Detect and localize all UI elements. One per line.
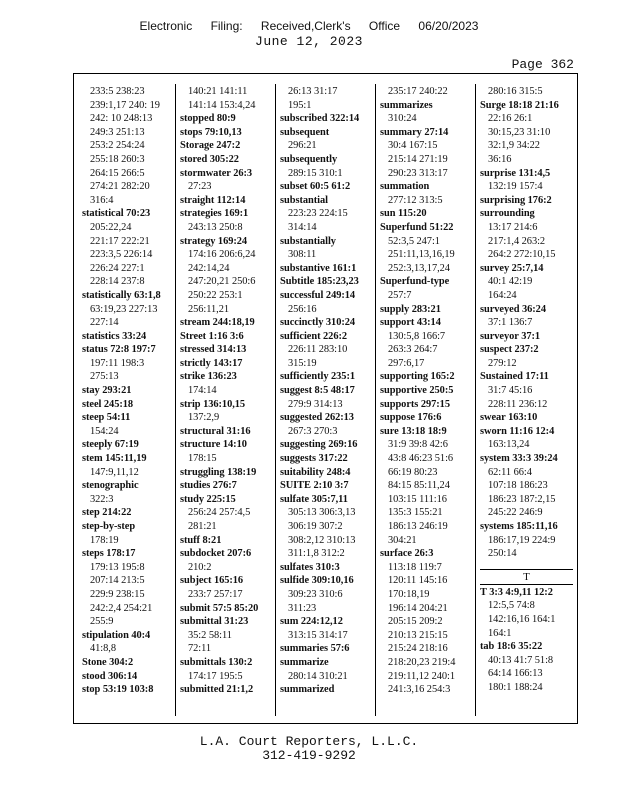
index-entry-term: submittals 130:2	[180, 656, 253, 668]
index-entry-pages: 62:11 66:4	[488, 466, 532, 478]
index-entry-pages: 186:23 187:2,15	[488, 493, 556, 505]
index-entry-term: stops 79:10,13	[180, 126, 242, 138]
index-entry-pages: 26:13 31:17	[288, 86, 338, 97]
index-entry-term: support 43:14	[380, 317, 441, 329]
index-entry-pages: 178:19	[90, 534, 119, 546]
index-entry-pages: 132:19 157:4	[488, 181, 543, 193]
index-entry-pages: 253:2 254:24	[90, 140, 145, 152]
index-entry-term: Superfund 51:22	[380, 221, 454, 233]
index-entry-term: surface 26:3	[380, 548, 434, 560]
index-entry-term: summarizes	[380, 99, 433, 111]
index-entry-pages: 186:17,19 224:9	[488, 534, 556, 546]
index-entry-term: stipulation 40:4	[82, 629, 151, 641]
index-entry-term: strike 136:23	[180, 371, 237, 383]
index-entry-pages: 256:11,21	[188, 303, 230, 315]
index-entry-pages: 314:14	[288, 221, 317, 233]
index-entry-term: statistically 63:1,8	[82, 289, 161, 301]
index-entry-term: summation	[380, 181, 430, 193]
index-entry-term: subsequently	[280, 153, 338, 165]
index-entry-pages: 210:2	[188, 561, 212, 573]
index-entry-pages: 315:19	[288, 357, 317, 369]
index-entry-pages: 250:22 253:1	[188, 289, 243, 301]
index-entry-term: Subtitle 185:23,23	[280, 276, 359, 288]
index-entry-term: steeply 67:19	[82, 439, 139, 451]
index-entry-pages: 31:9 39:8 42:6	[388, 439, 448, 451]
index-entry-pages: 32:1,9 34:22	[488, 140, 540, 152]
reporter-company: L.A. Court Reporters, L.L.C.	[199, 734, 419, 749]
transcript-date: June 12, 2023	[255, 34, 363, 49]
index-entry-pages: 30:15,23 31:10	[488, 126, 551, 138]
index-entry-term: swear 163:10	[480, 412, 538, 424]
index-entry-pages: 164:24	[488, 289, 517, 301]
index-entry-pages: 170:18,19	[388, 588, 430, 600]
index-entry-pages: 306:19 307:2	[288, 521, 343, 532]
index-entry-pages: 137:2,9	[188, 412, 220, 424]
index-entry-term: suggest 8:5 48:17	[280, 385, 355, 397]
index-entry-pages: 179:13 195:8	[90, 561, 145, 573]
index-entry-term: Street 1:16 3:6	[180, 330, 244, 342]
index-entry-term: summarize	[280, 656, 329, 668]
index-entry-pages: 215:24 218:16	[388, 643, 448, 655]
index-entry-term: substantial	[280, 194, 328, 206]
index-entry-term: supportive 250:5	[380, 385, 454, 397]
index-entry-term: Stone 304:2	[82, 656, 134, 668]
index-entry-term: Sustained 17:11	[480, 371, 549, 383]
index-entry-pages: 275:13	[90, 371, 119, 383]
index-entry-pages: 36:16	[488, 153, 512, 165]
index-entry-term: study 225:15	[180, 493, 236, 505]
index-entry-pages: 290:23 313:17	[388, 167, 448, 179]
index-entry-term: stuff 8:21	[180, 534, 222, 546]
index-entry-term: sulfide 309:10,16	[280, 575, 354, 587]
index-entry-pages: 197:11 198:3	[90, 357, 145, 369]
index-entry-pages: 305:13 306:3,13	[288, 507, 356, 519]
index-entry-term: sun 115:20	[380, 208, 427, 220]
index-entry-pages: 308:11	[288, 249, 317, 261]
index-entry-pages: 35:2 58:11	[188, 629, 232, 641]
index-entry-pages: 243:13 250:8	[188, 221, 243, 233]
index-entry-term: submitted 21:1,2	[180, 684, 254, 696]
index-column-1	[82, 85, 183, 717]
filing-received: Received,Clerk's	[260, 19, 351, 33]
index-entry-pages: 267:3 270:3	[288, 425, 338, 437]
index-entry-term: Storage 247:2	[180, 140, 241, 152]
index-entry-pages: 233:5 238:23	[90, 86, 145, 97]
index-entry-term: stream 244:18,19	[180, 317, 255, 329]
index-entry-term: submit 57:5 85:20	[180, 602, 259, 614]
index-entry-pages: 66:19 80:23	[388, 466, 438, 478]
page-number: Page 362	[511, 57, 574, 72]
index-entry-pages: 228:14 237:8	[90, 276, 145, 288]
index-entry-term: stop 53:19 103:8	[82, 684, 154, 696]
index-entry-pages: 113:18 119:7	[388, 561, 442, 573]
index-entry-pages: 235:17 240:22	[388, 86, 448, 97]
index-entry-term: sufficient 226:2	[280, 330, 348, 342]
index-entry-pages: 257:7	[388, 289, 412, 301]
index-entry-pages: 239:1,17 240: 19	[90, 99, 160, 111]
index-entry-pages: 316:4	[90, 194, 114, 206]
index-entry-pages: 279:9 314:13	[288, 398, 343, 410]
index-entry-term: surprise 131:4,5	[480, 167, 551, 179]
index-entry-term: supporting 165:2	[380, 371, 455, 383]
index-entry-term: structure 14:10	[180, 439, 247, 451]
index-entry-pages: 241:3,16 254:3	[388, 684, 451, 696]
index-entry-term: surrounding	[480, 208, 535, 220]
index-entry-term: status 72:8 197:7	[82, 344, 156, 356]
index-entry-pages: 174:14	[188, 385, 217, 397]
index-entry-pages: 277:12 313:5	[388, 194, 443, 206]
index-entry-pages: 229:9 238:15	[90, 588, 145, 600]
index-entry-pages: 154:24	[90, 425, 119, 437]
index-entry-term: stopped 80:9	[180, 113, 236, 125]
index-entry-pages: 196:14 204:21	[388, 602, 448, 614]
index-entry-term: sulfates 310:3	[280, 561, 340, 573]
index-entry-term: stored 305:22	[180, 153, 239, 165]
index-entry-pages: 164:1	[488, 627, 512, 639]
index-entry-term: studies 276:7	[180, 480, 237, 492]
index-entry-term: straight 112:14	[180, 194, 246, 206]
section-letter-heading: T	[480, 569, 573, 585]
index-entry-term: subscribed 322:14	[280, 113, 360, 125]
index-entry-pages: 219:11,12 240:1	[388, 670, 455, 682]
index-entry-pages: 263:3 264:7	[388, 344, 438, 356]
index-entry-pages: 130:5,8 166:7	[388, 330, 446, 342]
index-column-3	[280, 85, 381, 717]
index-entry-term: summarized	[280, 684, 335, 696]
index-entry-pages: 205:22,24	[90, 221, 132, 233]
index-box	[73, 73, 578, 724]
index-entry-pages: 180:1 188:24	[488, 681, 543, 693]
index-entry-pages: 221:17 222:21	[90, 235, 150, 247]
reporter-phone: 312-419-9292	[262, 748, 356, 763]
index-entry-pages: 223:3,5 226:14	[90, 249, 153, 261]
index-entry-pages: 242: 10 248:13	[90, 113, 153, 125]
index-entry-pages: 22:16 26:1	[488, 113, 533, 125]
index-entry-pages: 281:21	[188, 521, 217, 532]
index-entry-pages: 12:5,5 74:8	[488, 600, 535, 612]
index-entry-term: subset 60:5 61:2	[280, 181, 351, 193]
index-entry-term: summary 27:14	[380, 126, 449, 138]
index-entry-term: summaries 57:6	[280, 643, 350, 655]
index-entry-pages: 226:11 283:10	[288, 344, 348, 356]
index-entry-pages: 43:8 46:23 51:6	[388, 453, 454, 465]
index-entry-term: sulfate 305:7,11	[280, 493, 348, 505]
index-column-4	[380, 85, 481, 717]
index-entry-pages: 309:23 310:6	[288, 588, 343, 600]
index-entry-pages: 311:1,8 312:2	[288, 548, 345, 560]
index-entry-pages: 207:14 213:5	[90, 575, 145, 587]
index-entry-pages: 297:6,17	[388, 357, 425, 369]
index-entry-term: step-by-step	[82, 521, 136, 532]
index-entry-pages: 40:13 41:7 51:8	[488, 654, 554, 666]
index-entry-pages: 256:24 257:4,5	[188, 507, 251, 519]
index-entry-term: suggests 317:22	[280, 453, 348, 465]
index-entry-pages: 30:4 167:15	[388, 140, 438, 152]
index-entry-term: surprising 176:2	[480, 194, 552, 206]
index-entry-pages: 280:14 310:21	[288, 670, 348, 682]
index-entry-pages: 304:21	[388, 534, 417, 546]
index-entry-pages: 107:18 186:23	[488, 480, 548, 492]
index-entry-term: survey 25:7,14	[480, 262, 544, 274]
index-entry-pages: 227:14	[90, 317, 119, 329]
index-entry-term: stay 293:21	[82, 385, 132, 397]
index-entry-term: strictly 143:17	[180, 357, 243, 369]
filing-stamp-header	[0, 19, 618, 33]
index-entry-pages: 186:13 246:19	[388, 521, 448, 532]
index-entry-term: subsequent	[280, 126, 330, 138]
index-entry-term: supports 297:15	[380, 398, 450, 410]
index-entry-pages: 280:16 315:5	[488, 86, 543, 97]
index-entry-pages: 174:17 195:5	[188, 670, 243, 682]
index-entry-term: suggested 262:13	[280, 412, 354, 424]
index-entry-term: sufficiently 235:1	[280, 371, 356, 383]
index-entry-term: Surge 18:18 21:16	[480, 99, 559, 111]
index-entry-term: tab 18:6 35:22	[480, 641, 543, 653]
index-entry-pages: 313:15 314:17	[288, 629, 348, 641]
index-entry-term: surveyor 37:1	[480, 330, 541, 342]
index-entry-pages: 142:16,16 164:1	[488, 613, 556, 625]
index-entry-pages: 255:9	[90, 616, 114, 628]
index-entry-term: successful 249:14	[280, 289, 356, 301]
index-entry-pages: 72:11	[188, 643, 212, 655]
index-entry-pages: 242:14,24	[188, 262, 230, 274]
index-entry-term: struggling 138:19	[180, 466, 257, 478]
index-entry-pages: 174:16 206:6,24	[188, 249, 256, 261]
column-divider	[375, 84, 376, 716]
index-entry-pages: 135:3 155:21	[388, 507, 443, 519]
column-divider	[175, 84, 176, 716]
index-entry-term: statistical 70:23	[82, 208, 151, 220]
index-entry-pages: 233:7 257:17	[188, 588, 243, 600]
index-entry-term: strategy 169:24	[180, 235, 248, 247]
index-entry-term: stem 145:11,19	[82, 453, 147, 465]
index-entry-term: subdocket 207:6	[180, 548, 252, 560]
index-entry-pages: 84:15 85:11,24	[388, 480, 450, 492]
index-entry-term: SUITE 2:10 3:7	[280, 480, 349, 492]
index-entry-pages: 210:13 215:15	[388, 629, 448, 641]
index-entry-term: substantially	[280, 235, 336, 247]
index-entry-term: stood 306:14	[82, 670, 138, 682]
index-entry-pages: 310:24	[388, 113, 417, 125]
index-entry-pages: 218:20,23 219:4	[388, 656, 456, 668]
index-entry-term: suppose 176:6	[380, 412, 442, 424]
index-entry-term: supply 283:21	[380, 303, 441, 315]
index-entry-term: suggesting 269:16	[280, 439, 358, 451]
index-entry-term: subject 165:16	[180, 575, 244, 587]
index-entry-term: surveyed 36:24	[480, 303, 546, 315]
filing-office: Office	[368, 19, 401, 33]
index-entry-pages: 311:23	[288, 602, 317, 614]
index-entry-pages: 120:11 145:16	[388, 575, 448, 587]
index-entry-term: systems 185:11,16	[480, 521, 558, 532]
index-entry-pages: 141:14 153:4,24	[188, 99, 256, 111]
index-entry-pages: 178:15	[188, 453, 217, 465]
index-entry-pages: 63:19,23 227:13	[90, 303, 158, 315]
index-entry-pages: 147:9,11,12	[90, 466, 139, 478]
index-entry-pages: 64:14 166:13	[488, 668, 543, 680]
index-entry-pages: 255:18 260:3	[90, 153, 145, 165]
index-entry-pages: 163:13,24	[488, 439, 530, 451]
index-entry-pages: 274:21 282:20	[90, 181, 150, 193]
index-entry-pages: 103:15 111:16	[388, 493, 447, 505]
index-entry-pages: 256:16	[288, 303, 317, 315]
index-entry-term: sum 224:12,12	[280, 616, 343, 628]
filing-electronic: Electronic	[139, 19, 193, 33]
index-entry-term: statistics 33:24	[82, 330, 147, 342]
index-entry-pages: 264:2 272:10,15	[488, 249, 556, 261]
index-entry-term: system 33:3 39:24	[480, 453, 558, 465]
index-entry-pages: 289:15 310:1	[288, 167, 343, 179]
index-entry-pages: 205:15 209:2	[388, 616, 443, 628]
index-entry-term: T 3:3 4:9,11 12:2	[480, 586, 553, 598]
index-entry-pages: 223:23 224:15	[288, 208, 348, 220]
index-entry-pages: 252:3,13,17,24	[388, 262, 450, 274]
index-entry-term: stenographic	[82, 480, 139, 492]
index-entry-term: strip 136:10,15	[180, 398, 246, 410]
column-divider	[275, 84, 276, 716]
filing-label: Filing:	[210, 19, 243, 33]
column-divider	[475, 84, 476, 716]
index-entry-pages: 296:21	[288, 140, 317, 152]
index-column-2	[180, 85, 281, 717]
index-entry-pages: 308:2,12 310:13	[288, 534, 356, 546]
index-entry-pages: 31:7 45:16	[488, 385, 533, 397]
index-entry-term: sworn 11:16 12:4	[480, 425, 555, 437]
index-entry-term: substantive 161:1	[280, 262, 357, 274]
index-entry-pages: 242:2,4 254:21	[90, 602, 153, 614]
filing-date: 06/20/2023	[418, 19, 479, 33]
index-entry-pages: 217:1,4 263:2	[488, 235, 546, 247]
index-entry-term: stormwater 26:3	[180, 167, 253, 179]
index-entry-pages: 215:14 271:19	[388, 153, 448, 165]
index-entry-pages: 226:24 227:1	[90, 262, 145, 274]
index-entry-pages: 251:11,13,16,19	[388, 249, 455, 261]
index-entry-pages: 41:8,8	[90, 643, 116, 655]
index-entry-pages: 228:11 236:12	[488, 398, 548, 410]
index-entry-pages: 322:3	[90, 493, 114, 505]
index-entry-pages: 279:12	[488, 357, 517, 369]
index-entry-pages: 249:3 251:13	[90, 126, 145, 138]
index-entry-term: stressed 314:13	[180, 344, 247, 356]
index-entry-pages: 37:1 136:7	[488, 317, 533, 329]
index-entry-pages: 247:20,21 250:6	[188, 276, 256, 288]
index-entry-pages: 250:14	[488, 548, 517, 560]
index-column-5	[480, 85, 573, 717]
index-entry-pages: 52:3,5 247:1	[388, 235, 440, 247]
index-entry-pages: 195:1	[288, 99, 312, 111]
index-entry-term: structural 31:16	[180, 425, 251, 437]
index-entry-term: step 214:22	[82, 507, 132, 519]
index-entry-term: strategies 169:1	[180, 208, 249, 220]
index-entry-term: submittal 31:23	[180, 616, 249, 628]
index-entry-term: suitability 248:4	[280, 466, 351, 478]
index-entry-pages: 13:17 214:6	[488, 221, 538, 233]
index-entry-pages: 40:1 42:19	[488, 276, 533, 288]
index-entry-pages: 245:22 246:9	[488, 507, 543, 519]
index-entry-term: suspect 237:2	[480, 344, 539, 356]
index-entry-term: Superfund-type	[380, 276, 450, 288]
index-entry-pages: 264:15 266:5	[90, 167, 145, 179]
index-entry-term: steps 178:17	[82, 548, 136, 560]
index-entry-pages	[480, 561, 573, 567]
index-entry-term: steel 245:18	[82, 398, 134, 410]
index-entry-pages: 27:23	[188, 181, 212, 193]
index-entry-pages: 140:21 141:11	[188, 86, 248, 97]
index-entry-term: succinctly 310:24	[280, 317, 356, 329]
index-entry-term: steep 54:11	[82, 412, 131, 424]
index-entry-term: sure 13:18 18:9	[380, 425, 447, 437]
